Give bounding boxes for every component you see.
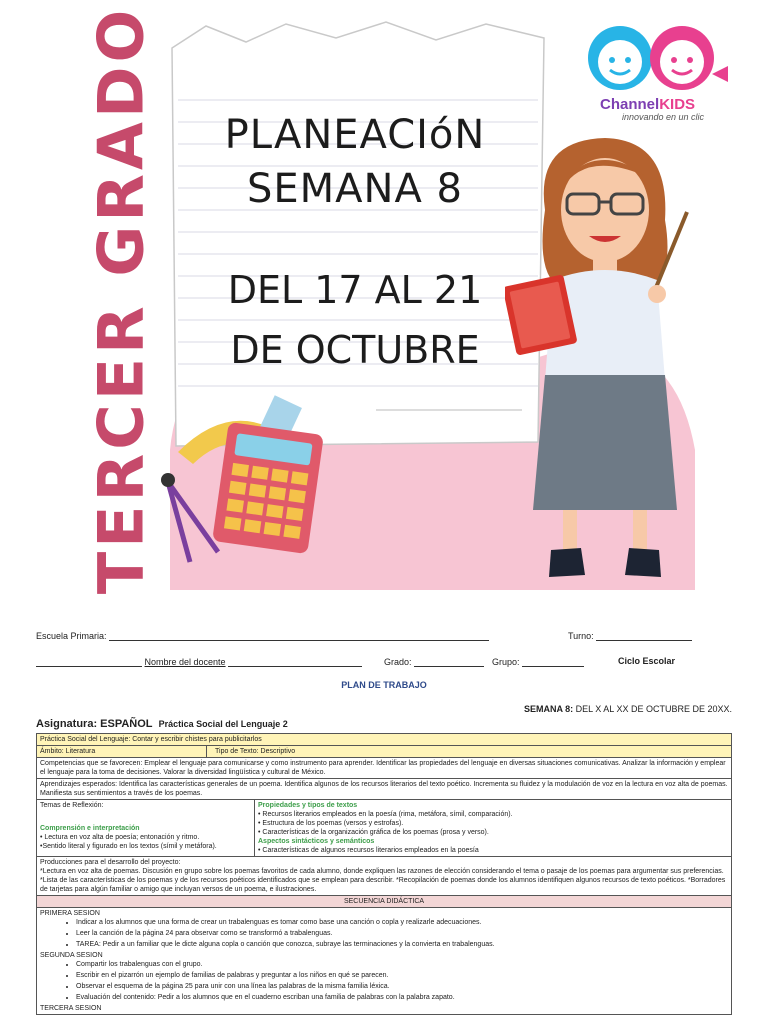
comprension-title: Comprensión e interpretación	[40, 825, 140, 832]
escuela-label: Escuela Primaria:	[36, 631, 107, 641]
list-item: • Observar el esquema de la página 25 para unir con una línea las palabras de la misma familia léxica.	[76, 982, 728, 991]
notebook-paper	[166, 18, 550, 448]
plan-title: PLAN DE TRABAJO	[341, 680, 427, 690]
producciones-text: *Lectura en voz alta de poemas. Discusión en grupo sobre los poemas favoritos de cada alumno, donde expliquen las razones de elección considerando el tema o pasaje de los poemas para argumentar sus preferencias. *Lista de las características de los poemas y de los recursos poéticos identificados que se emplean para describir. *Recopilación de poemas donde los alumnos identifiquen algunos recursos de texto poéticos. *Borradores de tarjetas para algún familiar o amigo que incluyan versos de un poema, e ilustraciones.	[40, 868, 726, 893]
semana-prefix: SEMANA 8:	[523, 704, 574, 714]
logo-wordmark: ChannelKIDS	[600, 96, 696, 113]
semana-line	[524, 704, 732, 714]
table-row	[37, 779, 732, 800]
table-row	[37, 896, 732, 908]
producciones-cell	[37, 857, 732, 896]
asignatura: Asignatura: ESPAÑOL	[36, 718, 153, 730]
secuencia-header: SECUENCIA DIDÁCTICA	[37, 896, 732, 908]
tipo-texto-cell: Tipo de Texto: Descriptivo	[207, 746, 732, 758]
propiedades-title: Propiedades y tipos de textos	[258, 802, 358, 809]
grupo-label: Grupo:	[492, 657, 520, 667]
grado-field[interactable]	[414, 656, 484, 667]
propiedades-item: • Estructura de los poemas (versos y estrofas).	[258, 820, 404, 827]
table-row	[37, 758, 732, 779]
aspectos-item: • Características de algunos recursos literarios empleados en la poesía	[258, 847, 479, 854]
table-row	[37, 908, 732, 1015]
turno-field[interactable]	[596, 630, 692, 641]
propiedades-cell	[255, 800, 732, 857]
asignatura-line	[36, 718, 288, 730]
escuela-field[interactable]	[109, 630, 489, 641]
grado-label: Grado:	[384, 657, 412, 667]
ambito-cell: Ámbito: Literatura	[37, 746, 207, 758]
comprension-item: • Lectura en voz alta de poesía; entonación y ritmo.	[40, 834, 200, 841]
lesson-plan-table	[36, 733, 732, 1015]
teacher-illustration	[505, 130, 705, 585]
table-row	[37, 734, 732, 746]
list-item: • Compartir los trabalenguas con el grupo.	[76, 960, 728, 969]
comprension-item: •Sentido literal y figurado en los textos (símil y metáfora).	[40, 843, 217, 850]
comprension-cell	[37, 800, 255, 857]
sesiones-cell	[37, 908, 732, 1015]
grado-row	[384, 656, 484, 667]
docente-field-right[interactable]	[228, 656, 362, 667]
practica-social: Práctica Social del Lenguaje 2	[158, 719, 288, 729]
docente-label: Nombre del docente	[144, 657, 226, 667]
vertical-grade-title: TERCER GRADO	[84, 5, 158, 595]
list-item: • Escribir en el pizarrón un ejemplo de familias de palabras y preguntar a los niños en qué se parecen.	[76, 971, 728, 980]
grupo-field[interactable]	[522, 656, 584, 667]
turno-row	[568, 630, 692, 641]
segunda-sesion-label: SEGUNDA SESION	[40, 952, 103, 959]
list-item: • Evaluación del contenido: Pedir a los alumnos que en el cuaderno escriban una familia de palabras con la palabra zapato.	[76, 993, 728, 1002]
propiedades-item: • Recursos literarios empleados en la poesía (rima, metáfora, símil, comparación).	[258, 811, 513, 818]
competencias-cell: Competencias que se favorecen: Emplear el lenguaje para comunicarse y como instrumento para aprender. Identificar las propiedades del lenguaje en diversas situaciones comunicativas. Analizar la información y emplear el lenguaje para la toma de decisiones. Valorar la diversidad lingüística y cultural de México.	[37, 758, 732, 779]
cover-title-line-1: PLANEACIóN	[224, 112, 486, 158]
primera-sesion-label: PRIMERA SESION	[40, 910, 100, 917]
escuela-row	[36, 630, 489, 641]
table-row	[37, 857, 732, 896]
list-item: • Leer la canción de la página 24 para observar como se transformó a trabalenguas.	[76, 929, 728, 938]
tercera-sesion-label: TERCERA SESION	[40, 1005, 102, 1012]
cover-date-line-1: DEL 17 AL 21	[227, 268, 483, 312]
psl-cell: Práctica Social del Lenguaje: Contar y escribir chistes para publicitarlos	[37, 734, 732, 746]
docente-row	[36, 656, 362, 667]
list-item: • TAREA: Pedir a un familiar que le dicte alguna copla o canción que conozca, subraye las terminaciones y la convierta en trabalenguas.	[76, 940, 728, 949]
list-item: • Indicar a los alumnos que una forma de crear un trabalenguas es tomar como base una canción o copla y realizarle adecuaciones.	[76, 918, 728, 927]
turno-label: Turno:	[568, 631, 594, 641]
aspectos-title: Aspectos sintácticos y semánticos	[258, 838, 375, 845]
primera-sesion-list	[40, 918, 728, 949]
grupo-row	[492, 656, 584, 667]
logo-tagline: innovando en un clic	[622, 112, 705, 122]
segunda-sesion-list	[40, 960, 728, 1002]
temas-label: Temas de Reflexión:	[40, 802, 104, 809]
calculator-tools-illustration	[148, 392, 328, 577]
aprendizajes-cell: Aprendizajes esperados: Identifica las características generales de un poema. Identifica algunos de los recursos literarios del texto poético. Incrementa su fluidez y la modulación de voz en la lectura en voz alta de poemas. Manifiesta sus sentimientos a través de los poemas.	[37, 779, 732, 800]
table-row	[37, 746, 732, 758]
semana-text: DEL X AL XX DE OCTUBRE DE 20XX.	[573, 704, 732, 714]
cover-title-line-2: SEMANA 8	[247, 166, 463, 212]
propiedades-item: • Características de la organización gráfica de los poemas (prosa y verso).	[258, 829, 489, 836]
table-row	[37, 800, 732, 857]
ciclo-label: Ciclo Escolar	[618, 656, 676, 666]
producciones-label: Producciones para el desarrollo del proyecto:	[40, 859, 181, 866]
cover-date-line-2: DE OCTUBRE	[230, 328, 480, 372]
docente-field-left[interactable]	[36, 656, 142, 667]
